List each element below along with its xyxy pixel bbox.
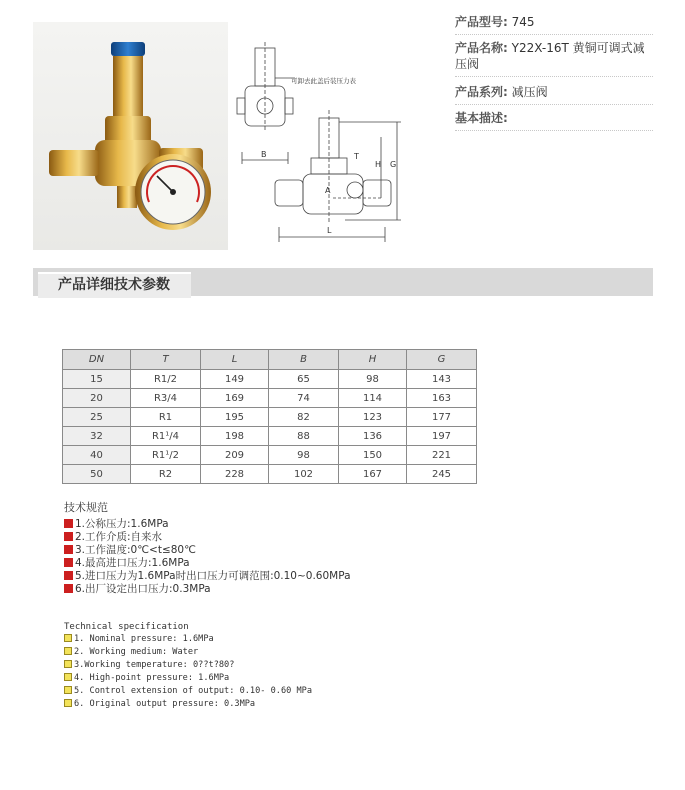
dim-label-g: G [390, 160, 397, 169]
red-square-bullet-icon [64, 584, 73, 593]
tech-en-item: 3.Working temperature: 0??t?80? [64, 659, 234, 671]
info-description [455, 110, 653, 131]
table-row [63, 427, 477, 446]
cell-h: 123 [339, 408, 407, 427]
info-name-value: Y22X-16T 黄铜可调式减压阀 [455, 41, 645, 71]
yellow-square-bullet-icon [64, 699, 72, 707]
info-series [455, 84, 653, 105]
header-dn: DN [63, 350, 131, 370]
yellow-square-bullet-icon [64, 647, 72, 655]
tech-en-item: 5. Control extension of output: 0.10- 0.60 MPa [64, 685, 312, 697]
info-description-label: 基本描述: [455, 111, 508, 125]
yellow-square-bullet-icon [64, 660, 72, 668]
cell-b: 102 [269, 465, 339, 484]
dim-label-l: L [327, 226, 332, 235]
dim-label-t: T [354, 152, 359, 161]
tech-en-item: 4. High-point pressure: 1.6MPa [64, 672, 229, 684]
cell-l: 169 [201, 389, 269, 408]
cell-b: 98 [269, 446, 339, 465]
cell-b: 82 [269, 408, 339, 427]
cell-b: 65 [269, 370, 339, 389]
table-row [63, 408, 477, 427]
header-g: G [407, 350, 477, 370]
cell-l: 209 [201, 446, 269, 465]
cell-g: 143 [407, 370, 477, 389]
tech-en-item: 2. Working medium: Water [64, 646, 198, 658]
red-square-bullet-icon [64, 519, 73, 528]
cell-h: 114 [339, 389, 407, 408]
header-t: T [131, 350, 201, 370]
tech-en-item: 1. Nominal pressure: 1.6MPa [64, 633, 214, 645]
red-square-bullet-icon [64, 545, 73, 554]
header-b: B [269, 350, 339, 370]
cell-l: 228 [201, 465, 269, 484]
cell-dn: 50 [63, 465, 131, 484]
yellow-square-bullet-icon [64, 686, 72, 694]
cell-h: 150 [339, 446, 407, 465]
table-row [63, 446, 477, 465]
cell-g: 177 [407, 408, 477, 427]
cell-b: 88 [269, 427, 339, 446]
cell-g: 221 [407, 446, 477, 465]
product-photo [33, 22, 228, 250]
cell-t: R1 [131, 408, 201, 427]
cell-g: 245 [407, 465, 477, 484]
technical-drawing [233, 22, 448, 250]
cell-b: 74 [269, 389, 339, 408]
table-row [63, 465, 477, 484]
cell-l: 149 [201, 370, 269, 389]
dim-label-h: H [375, 160, 382, 169]
cell-dn: 32 [63, 427, 131, 446]
drawing-note: 可卸去此盖后装压力表 [291, 77, 356, 85]
cell-t: R1¹/2 [131, 446, 201, 465]
tech-cn-title: 技术规范 [64, 501, 108, 514]
cell-h: 98 [339, 370, 407, 389]
yellow-square-bullet-icon [64, 634, 72, 642]
info-series-label: 产品系列: [455, 85, 508, 99]
section-title: 产品详细技术参数 [58, 277, 170, 293]
yellow-square-bullet-icon [64, 673, 72, 681]
cell-g: 163 [407, 389, 477, 408]
info-model-value: 745 [511, 15, 535, 29]
cell-dn: 15 [63, 370, 131, 389]
table-row [63, 370, 477, 389]
cell-t: R2 [131, 465, 201, 484]
header-l: L [201, 350, 269, 370]
header-h: H [339, 350, 407, 370]
tech-cn-item: 1.公称压力:1.6MPa [64, 518, 169, 531]
tech-cn-item: 5.进口压力为1.6MPa时出口压力可调范围:0.10~0.60MPa [64, 570, 351, 583]
cell-l: 195 [201, 408, 269, 427]
dim-label-a: A [325, 186, 331, 195]
cell-t: R3/4 [131, 389, 201, 408]
spec-table [62, 349, 477, 484]
table-header-row [63, 350, 477, 370]
dim-label-b: B [261, 150, 267, 159]
table-row [63, 389, 477, 408]
red-square-bullet-icon [64, 571, 73, 580]
cell-t: R1¹/4 [131, 427, 201, 446]
cell-l: 198 [201, 427, 269, 446]
info-series-value: 减压阀 [511, 85, 548, 99]
cell-h: 136 [339, 427, 407, 446]
tech-en-title: Technical specification [64, 622, 189, 632]
cell-h: 167 [339, 465, 407, 484]
tech-cn-item: 4.最高进口压力:1.6MPa [64, 557, 190, 570]
tech-en-item: 6. Original output pressure: 0.3MPa [64, 698, 255, 710]
info-model [455, 14, 653, 35]
red-square-bullet-icon [64, 532, 73, 541]
cell-dn: 40 [63, 446, 131, 465]
cell-g: 197 [407, 427, 477, 446]
cell-t: R1/2 [131, 370, 201, 389]
tech-cn-item: 2.工作介质:自来水 [64, 531, 162, 544]
info-name [455, 40, 653, 77]
cell-dn: 20 [63, 389, 131, 408]
tech-cn-item: 6.出厂设定出口压力:0.3MPa [64, 583, 211, 596]
tech-cn-item: 3.工作温度:0℃<t≤80℃ [64, 544, 196, 557]
red-square-bullet-icon [64, 558, 73, 567]
info-name-label: 产品名称: [455, 41, 508, 55]
cell-dn: 25 [63, 408, 131, 427]
info-model-label: 产品型号: [455, 15, 508, 29]
